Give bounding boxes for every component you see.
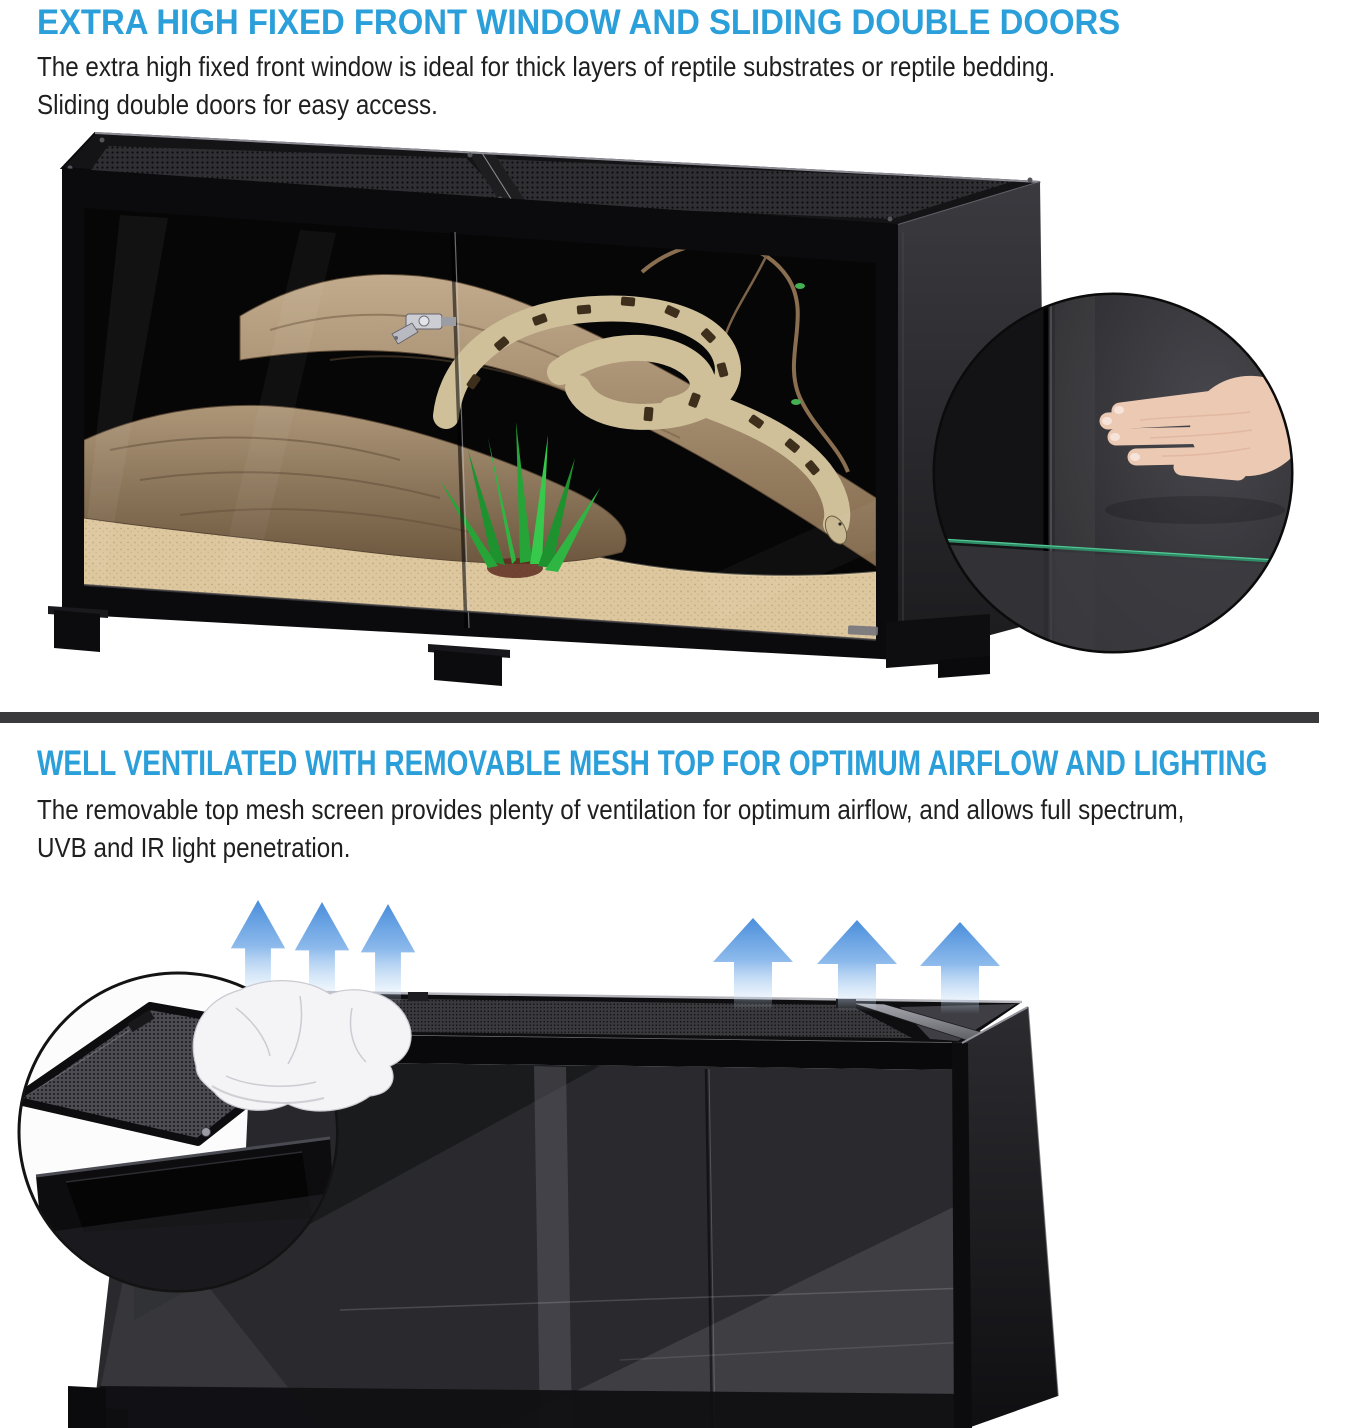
body-line: The extra high fixed front window is ideal for thick layers of reptile substrates or reptile bedding. <box>37 51 1056 82</box>
heading-text: WELL VENTILATED WITH REMOVABLE MESH TOP FOR OPTIMUM AIRFLOW AND LIGHTING <box>37 744 1268 783</box>
body-line: Sliding double doors for easy access. <box>37 89 438 120</box>
body-line: The removable top mesh screen provides plenty of ventilation for optimum airflow, and allows full spectrum, <box>37 794 1185 825</box>
section-divider <box>0 712 1319 723</box>
heading-text: EXTRA HIGH FIXED FRONT WINDOW AND SLIDING DOUBLE DOORS <box>37 3 1121 42</box>
section-body-front-window <box>37 48 1194 124</box>
mesh-clip <box>408 992 428 1001</box>
section-heading-ventilation <box>37 744 1362 784</box>
terrarium-enclosure <box>48 133 1046 686</box>
gloved-hand <box>193 981 411 1111</box>
brand-logo <box>848 625 878 636</box>
body-line: UVB and IR light penetration. <box>37 832 351 863</box>
section-body-ventilation <box>37 791 1341 867</box>
front-window-photo <box>0 120 1362 712</box>
lid-hinge <box>202 1128 211 1137</box>
side-panel-2 <box>952 1007 1058 1428</box>
airflow-arrow-icon <box>713 918 793 1010</box>
section-heading-front-window <box>37 3 1189 43</box>
zoom-inset-front-window <box>933 293 1312 655</box>
ventilation-photo <box>0 880 1362 1428</box>
airflow-arrow-icon <box>361 904 415 1005</box>
